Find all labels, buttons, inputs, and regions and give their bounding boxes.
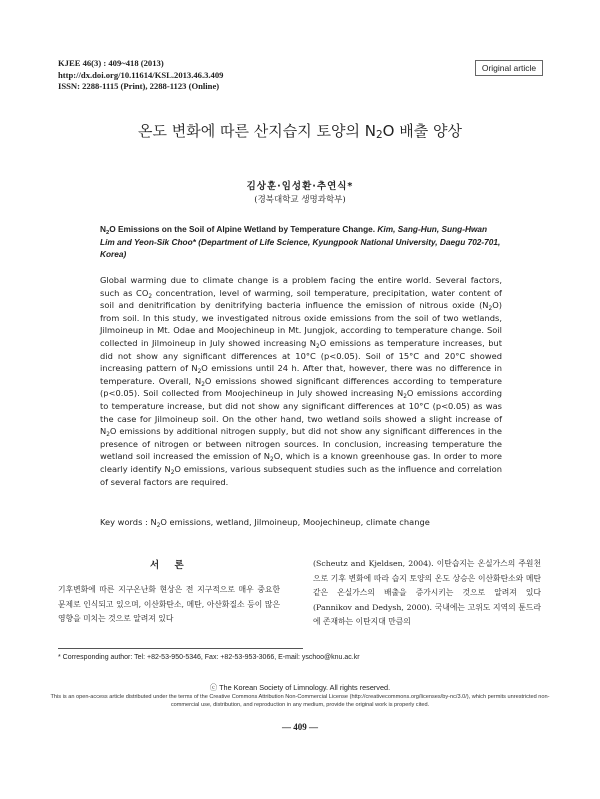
license-text: This is an open-access article distributed under the terms of the Creative Commons Attribution Non-Commercial License (http://creativecommons.org/licenses/by-nc/3.0/), which permits unrestricted non-commercial use, distribution, and reproduction in any medium, provide the original work is properly cited. [50, 694, 550, 708]
intro-column-left: 기후변화에 따른 지구온난화 현상은 전 지구적으로 매우 중요한 문제로 인식되고 있으며, 이산화탄소, 메탄, 아산화질소 등이 많은 영향을 미치는 것으로 알려져 있다 [58, 585, 280, 624]
authors: 김상훈·임성환·추연식* [246, 181, 354, 192]
english-authors: Kim, Sang-Hun, Sung-Hwan Lim and Yeon-Sik Choo* (Department of Life Science, Kyungpook National University, Daegu 702-701, Korea) [100, 224, 501, 259]
keywords: Key words : $N_2O$ emissions, wetland, Jilmoineup, Moojechineup, climate change [100, 517, 430, 529]
doi-link[interactable]: http://dx.doi.org/10.11614/KSL.2013.46.3.409 [58, 69, 224, 80]
journal-citation: KJEE 46(3) : 409~418 (2013) [58, 58, 164, 68]
article-meta [58, 58, 223, 93]
page-number: — 409 — [282, 722, 318, 732]
footnote-divider [58, 648, 303, 649]
english-title-block: $N_2O$ Emissions on the Soil of Alpine Wetland by Temperature Change. Kim, Sang-Hun, Sung-Hwan Lim and Yeon-Sik Choo* (Department of Life Science, Kyungpook National University, Daegu 702-701, Korea) [100, 224, 501, 259]
abstract: Global warming due to climate change is a problem facing the entire world. Several factors, such as $CO_2$ concentration, level of warming, soil temperature, precipitation, water content of soil and denitrification by denitrifying bacteria influence the emission of nitrous oxide $(N_2O)$ from soil. In this study, we investigated nitrous oxide emissions from the soil of two wetlands, Jilmoineup in Mt. Odae and Moojechineup in Mt. Jungjok, according to temperature change. Soil collected in Jilmoineup in July showed increasing $N_2O$ emissions as temperature increases, but did not show any significant differences at 10°C (p<0.05). Soil of 15°C and 20°C showed increasing pattern of $N_2O$ emissions until 24 h. After that, however, there was no difference in temperature. Overall, $N_2O$ emissions showed significant differences according to temperature (p<0.05). Soil collected from Moojechineup in July showed increasing $N_2O$ emissions according to temperature increase, but did not show any significant differences at 10°C (p<0.05) as was the case for Jilmoineup soil. On the other hand, two wetland soils showed a slight increase of $N_2O$ emissions by additional nitrogen supply, but did not show any significant differences in the presence of nitrogen or between nitrogen sources. In conclusion, increasing temperature the wetland soil increased the emission of $N_2O$, which is a known greenhouse gas. In order to more clearly identify $N_2O$ emissions, various subsequent studies such as the influence and correlation of several factors are required. [100, 275, 502, 487]
korean-title: 온도 변화에 따른 산지습지 토양의 $N_2O$ 배출 양상 [138, 122, 462, 141]
corresponding-author-note: * Corresponding author: Tel: +82-53-950-5346, Fax: +82-53-953-3066, E-mail: yschoo@knu.ac.kr [58, 654, 360, 661]
article-type-badge: Original article [475, 60, 543, 76]
issn: ISSN: 2288-1115 (Print), 2288-1123 (Online) [58, 81, 220, 91]
copyright-line: ⓒ The Korean Society of Limnology. All rights reserved. [209, 683, 391, 692]
affiliation: (경북대학교 생명과학부) [254, 195, 346, 205]
intro-column-right: (Scheutz and Kjeldsen, 2004). 이탄습지는 온실가스의 주원천으로 기후 변화에 따라 습지 토양의 온도 상승은 이산화탄소와 메탄 같은 온실가스의 배출을 증가시키는 것으로 알려져 있다 (Pannikov and Dedysh, 2000). 국내에는 고위도 지역의 툰드라에 존재하는 이탄지대 만큼의 [313, 559, 541, 627]
section-heading-introduction: 서 론 [150, 560, 190, 571]
